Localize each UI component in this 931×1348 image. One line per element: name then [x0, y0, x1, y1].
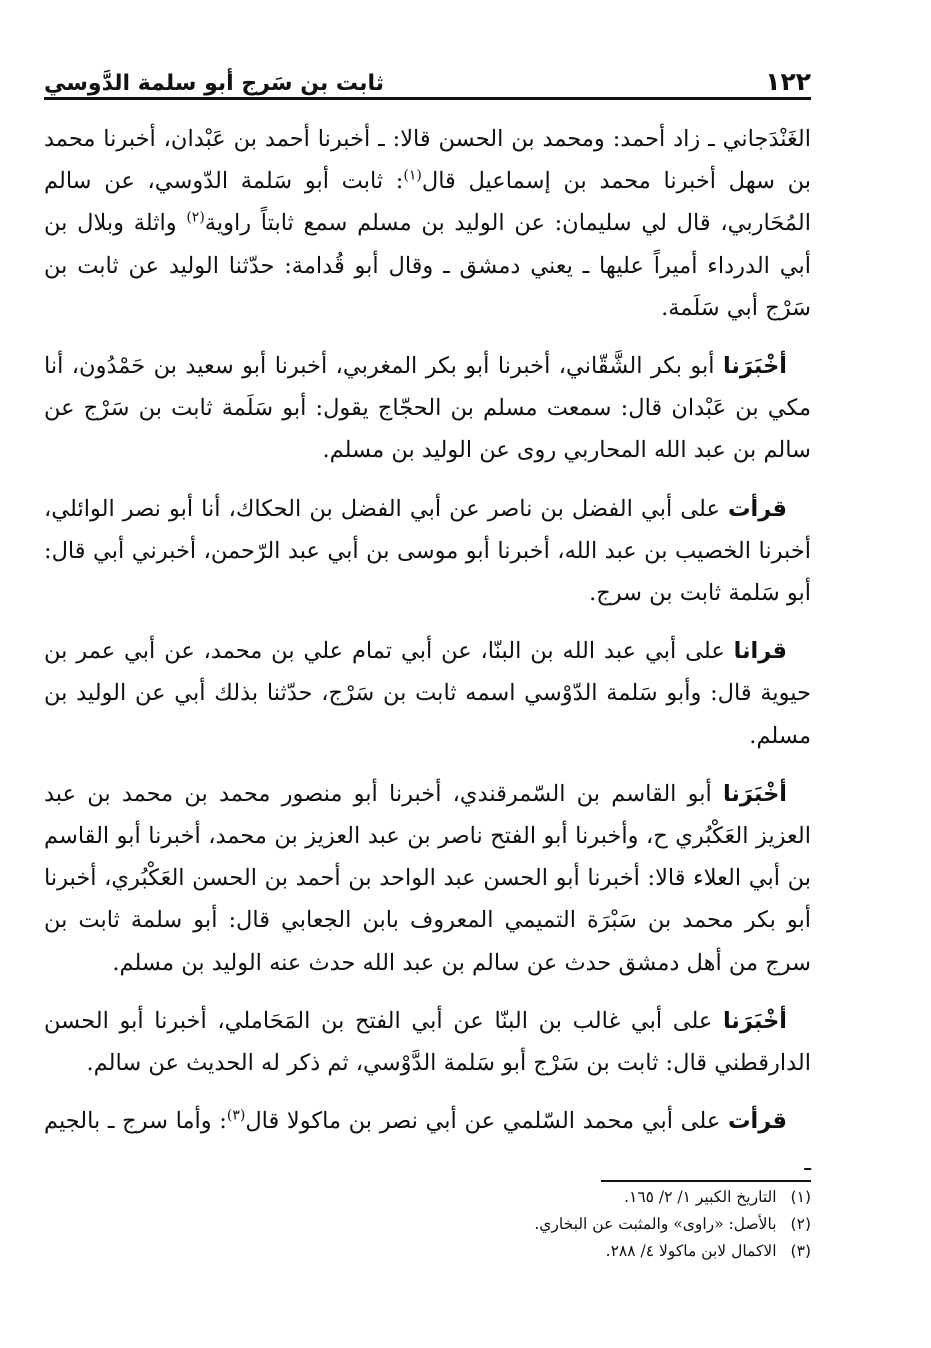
footnote-reference: (٢) [186, 209, 205, 226]
paragraph-text: : ثابت أبو سَلمة الدّوسي، عن سالم المُحَاربي، قال لي سليمان: عن الوليد بن مسلم سمع ثابتاً راوية [44, 168, 811, 237]
paragraph-lead-word: قرانا [733, 638, 787, 665]
footnote-reference: (٣) [226, 1107, 246, 1124]
paragraph-text: واثلة وبلال بن أبي الدرداء أميراً عليها ـ يعني دمشق ـ وقال أبو قُدامة: حدّثنا الوليد عن ثابت بن سَرْج أبي سَلَمة. [44, 210, 811, 321]
footnote-text: الاكمال لابن ماكولا ٤/ ٢٨٨. [605, 1242, 777, 1260]
paragraph-text: على أبي محمد السّلمي عن أبي نصر بن ماكولا قال [245, 1108, 728, 1135]
paragraph-text: الغَنْدَجاني ـ زاد أحمد: ومحمد بن الحسن قالا: ـ أخبرنا أحمد بن عَبْدان، أخبرنا محمد بن سهل أخبرنا محمد بن إسماعيل قال [44, 126, 812, 195]
footnote-number: (١) [790, 1188, 811, 1206]
page-number: ١٢٢ [765, 67, 811, 96]
paragraph-text: أبو بكر الشَّقّاني، أخبرنا أبو بكر المغربي، أخبرنا أبو سعيد بن حَمْدُون، أنا مكي بن عَبْدان قال: سمعت مسلم بن الحجّاج يقول: أبو سَلَمة ثابت بن سَرْج عن سالم بن عبد الله المحاربي روى عن الوليد بن مسلم. [44, 353, 811, 464]
page-header [44, 52, 811, 96]
footnote-text: بالأصل: «راوى» والمثبت عن البخاري. [534, 1215, 777, 1233]
paragraph [44, 345, 811, 472]
footnotes [44, 1184, 811, 1265]
paragraph [44, 1000, 811, 1084]
paragraph [44, 1100, 811, 1184]
footnote-number: (٣) [790, 1242, 811, 1260]
paragraph-text: على أبي الفضل بن ناصر عن أبي الفضل بن الحكاك، أنا أبو نصر الوائلي، أخبرنا الخصيب بن عبد الله، أخبرنا أبو موسى بن أبي عبد الرّحمن، أخبرني أبي قال: أبو سَلمة ثابت بن سرج. [44, 495, 811, 607]
paragraph-text: أبو القاسم بن السّمرقندي، أخبرنا أبو منصور محمد بن محمد بن عبد العزيز العَكْبُري ح، وأخبرنا أبو الفتح ناصر بن عبد العزيز بن محمد، أخبرنا أبو القاسم بن أبي العلاء قالا: أخبرنا أبو الحسن عبد الواحد بن أحمد بن الحسن العَكْبُري، أخبرنا أبو بكر محمد بن سَبْرَة التميمي المعروف بابن الجعابي قال: أبو سلمة ثابت بن سرج من أهل دمشق حدث عن سالم بن عبد الله حدث عنه الوليد بن مسلم. [44, 780, 811, 976]
header-rule [44, 97, 811, 100]
paragraph [44, 488, 811, 615]
paragraph-text: على أبي عبد الله بن البنّا، عن أبي تمام علي بن محمد، عن أبي عمر بن حيوية قال: وأبو سَلمة الدّوْسي اسمه ثابت بن سَرْج، حدّثنا بذلك أبي عن الوليد بن مسلم. [44, 638, 811, 749]
paragraph-lead-word: أخْبَرَنا [722, 353, 787, 380]
paragraph [44, 773, 811, 984]
footnote [44, 1238, 811, 1265]
paragraph [44, 118, 811, 329]
footnote [44, 1211, 811, 1238]
footnote [44, 1184, 811, 1211]
footnote-number: (٢) [790, 1215, 811, 1233]
paragraph-lead-word: قرأت [727, 495, 787, 522]
paragraph-lead-word: أخْبَرَنا [722, 780, 787, 807]
footnote-text: التاريخ الكبير ١/ ٢/ ١٦٥. [624, 1188, 777, 1206]
main-text [44, 118, 811, 1201]
paragraph [44, 630, 811, 757]
footnote-reference: (١) [403, 167, 422, 184]
paragraph-lead-word: أخْبَرَنا [722, 1007, 787, 1034]
footnote-rule [601, 1180, 811, 1182]
paragraph-text: على أبي غالب بن البنّا عن أبي الفتح بن المَحَاملي، أخبرنا أبو الحسن الدارقطني قال: ثابت بن سَرْج أبو سَلمة الدَّوْسي، ثم ذكر له الحديث عن سالم. [44, 1007, 811, 1077]
paragraph-text: : وأما سرج ـ بالجيم ـ [44, 1108, 811, 1177]
running-head: ثابت بن سَرج أبو سلمة الدَّوسي [44, 71, 384, 96]
paragraph-lead-word: قرأت [727, 1108, 787, 1135]
